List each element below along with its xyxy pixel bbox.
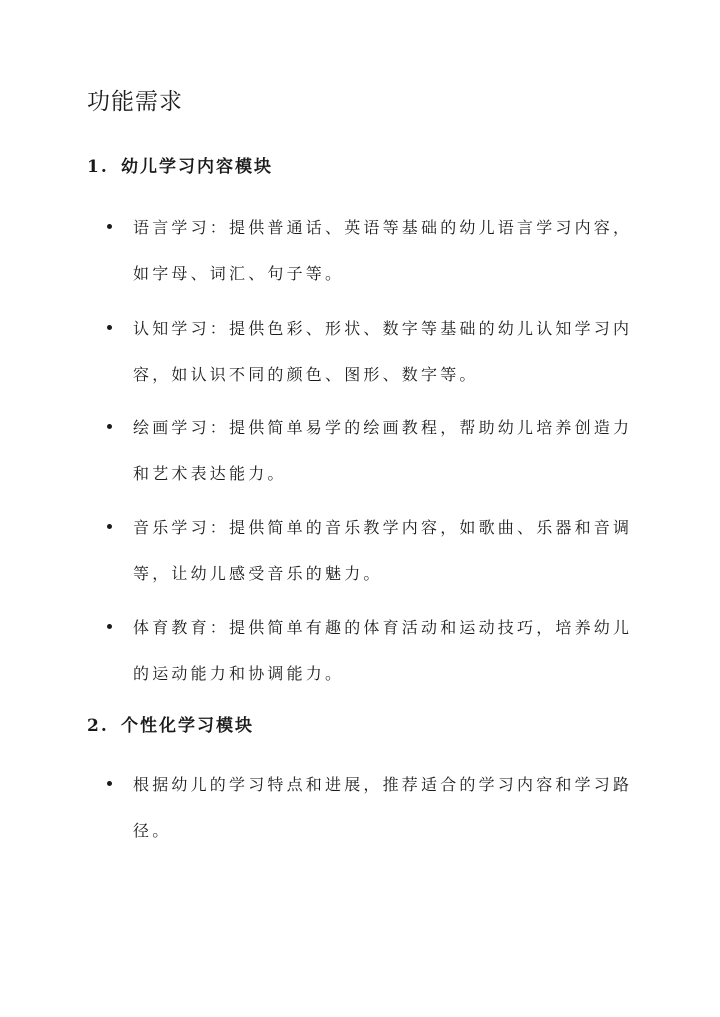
list-item-line: 体育教育：提供简单有趣的体育活动和运动技巧，培养幼儿 [133, 618, 633, 637]
list-item-line: 根据幼儿的学习特点和进展，推荐适合的学习内容和学习路 [133, 775, 633, 794]
list-item-line: 的运动能力和协调能力。 [133, 664, 345, 683]
section-heading-2 [87, 714, 254, 738]
section-heading-1 [87, 155, 273, 179]
list-item-line: 容，如认识不同的颜色、图形、数字等。 [133, 365, 479, 384]
list-item-line: 径。 [133, 821, 172, 840]
list-item-line: 绘画学习：提供简单易学的绘画教程，帮助幼儿培养创造力 [133, 418, 633, 437]
list-item-line: 和艺术表达能力。 [133, 464, 287, 483]
section-title: 幼儿学习内容模块 [121, 157, 273, 177]
list-item-line: 认知学习：提供色彩、形状、数字等基础的幼儿认知学习内 [133, 319, 633, 338]
section-title: 个性化学习模块 [121, 716, 254, 736]
bullet-icon [107, 624, 112, 629]
list-item-line: 如字母、词汇、句子等。 [133, 264, 345, 283]
bullet-icon [107, 424, 112, 429]
bullet-icon [107, 224, 112, 229]
list-item-line: 等，让幼儿感受音乐的魅力。 [133, 564, 383, 583]
bullet-icon [107, 781, 112, 786]
document-title: 功能需求 [87, 89, 183, 115]
list-item-line: 语言学习：提供普通话、英语等基础的幼儿语言学习内容， [133, 218, 633, 237]
section-number: 1. [87, 157, 109, 177]
list-item-line: 音乐学习：提供简单的音乐教学内容，如歌曲、乐器和音调 [133, 518, 633, 537]
bullet-icon [107, 325, 112, 330]
section-number: 2. [87, 716, 109, 736]
bullet-icon [107, 524, 112, 529]
